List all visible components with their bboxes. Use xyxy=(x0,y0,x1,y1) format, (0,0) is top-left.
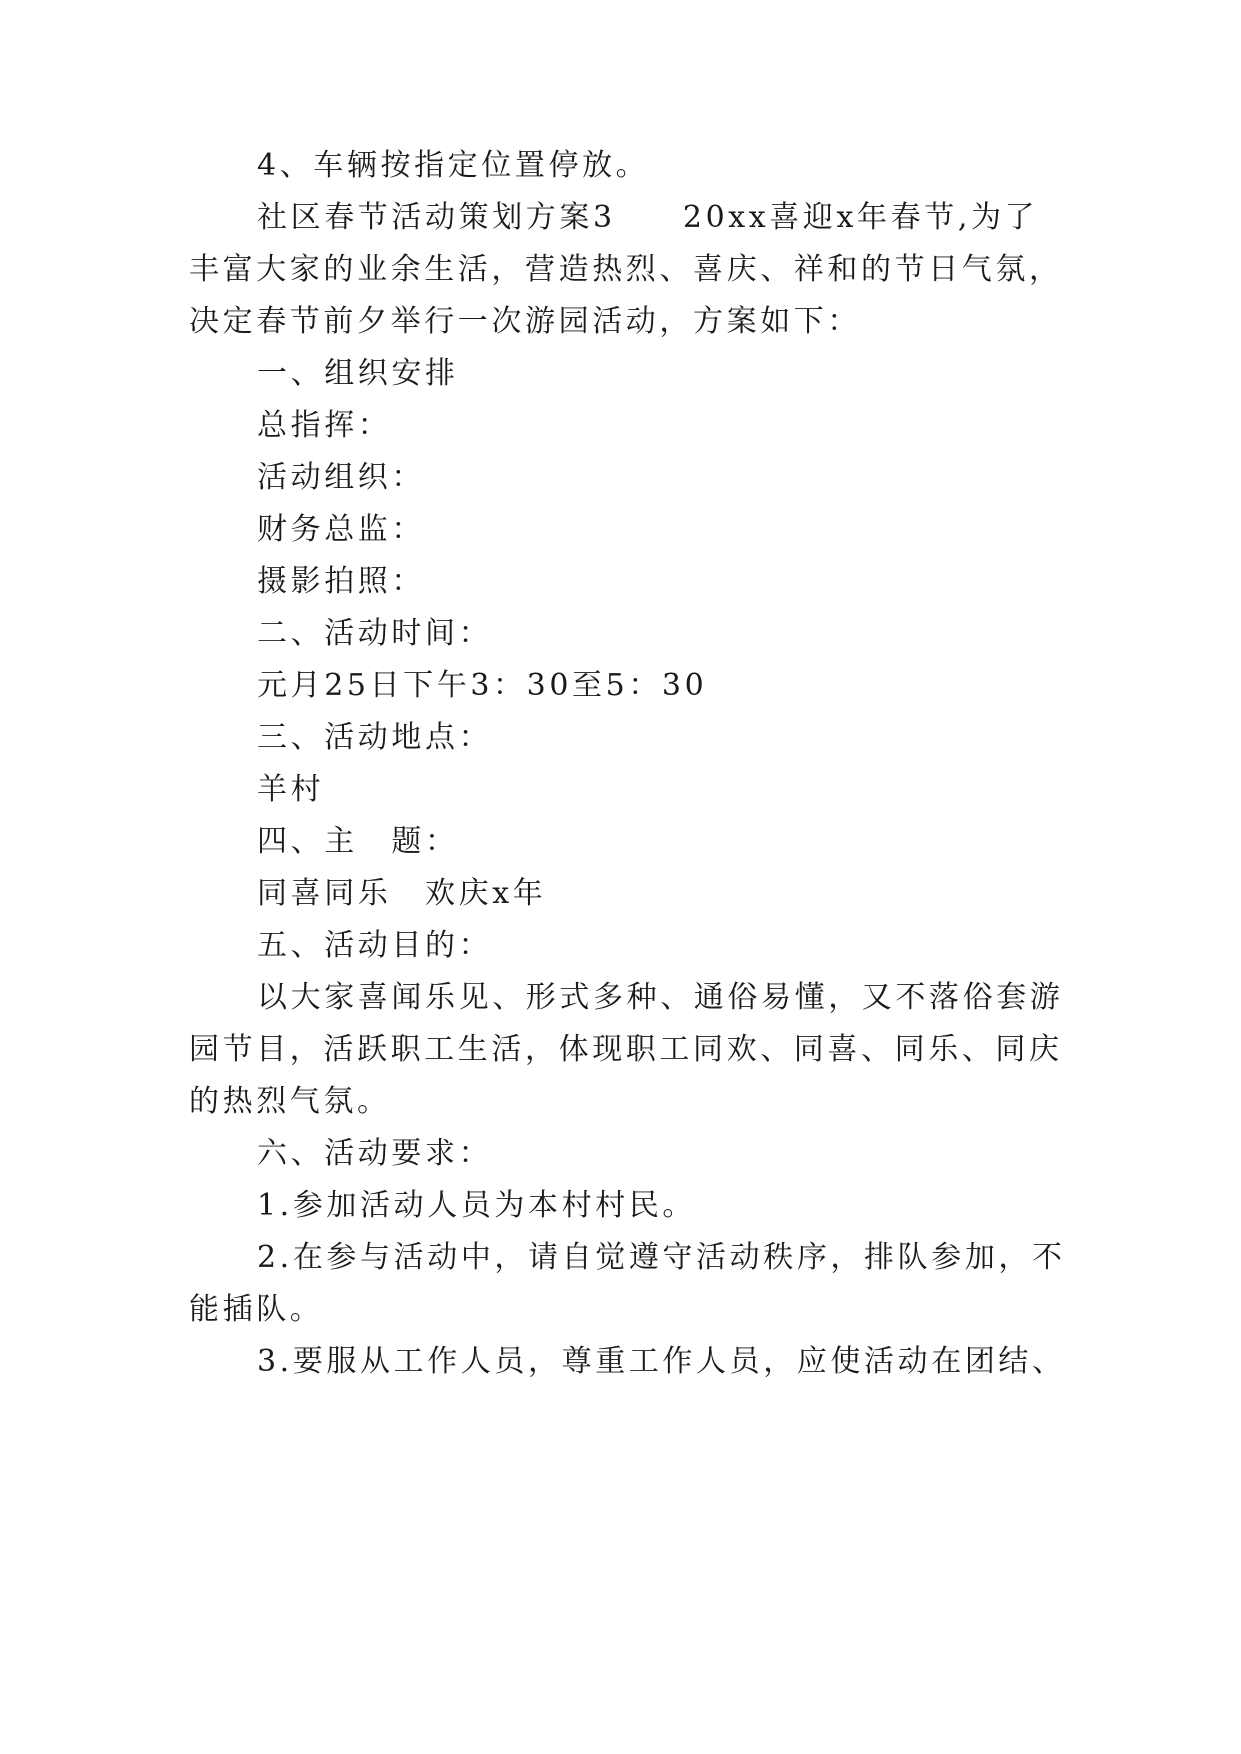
text-line: 以大家喜闻乐见、形式多种、通俗易懂，又不落俗套游 xyxy=(257,980,1064,1015)
text-line: 决定春节前夕举行一次游园活动，方案如下： xyxy=(189,304,861,339)
text-line: 财务总监： xyxy=(257,512,425,547)
section-heading: 六、活动要求： xyxy=(257,1136,493,1171)
text-line: 4、车辆按指定位置停放。 xyxy=(257,148,650,183)
text-line: 摄影拍照： xyxy=(257,564,425,599)
section-heading: 五、活动目的： xyxy=(257,928,493,963)
text-line: 能插队。 xyxy=(189,1292,324,1327)
text-line: 园节目，活跃职工生活，体现职工同欢、同喜、同乐、同庆 xyxy=(189,1032,1063,1067)
section-heading: 三、活动地点： xyxy=(257,720,493,755)
text-line: 3.要服从工作人员，尊重工作人员，应使活动在团结、 xyxy=(257,1344,1066,1379)
text-line: 活动组织： xyxy=(257,460,425,495)
text-line: 社区春节活动策划方案3 20xx喜迎x年春节,为了 xyxy=(257,200,1039,235)
text-line: 元月25日下午3：30至5：30 xyxy=(257,668,708,703)
text-line: 同喜同乐 欢庆x年 xyxy=(257,876,547,911)
text-line: 丰富大家的业余生活，营造热烈、喜庆、祥和的节日气氛， xyxy=(189,252,1063,287)
text-line: 的热烈气氛。 xyxy=(189,1084,391,1119)
text-line: 1.参加活动人员为本村村民。 xyxy=(257,1188,697,1223)
section-heading: 四、主 题： xyxy=(257,824,459,859)
text-line: 羊村 xyxy=(257,772,325,807)
section-heading: 二、活动时间： xyxy=(257,616,493,651)
text-line: 2.在参与活动中，请自觉遵守活动秩序，排队参加，不 xyxy=(257,1240,1066,1275)
text-line: 总指挥： xyxy=(257,408,392,443)
section-heading: 一、组织安排 xyxy=(257,356,459,391)
